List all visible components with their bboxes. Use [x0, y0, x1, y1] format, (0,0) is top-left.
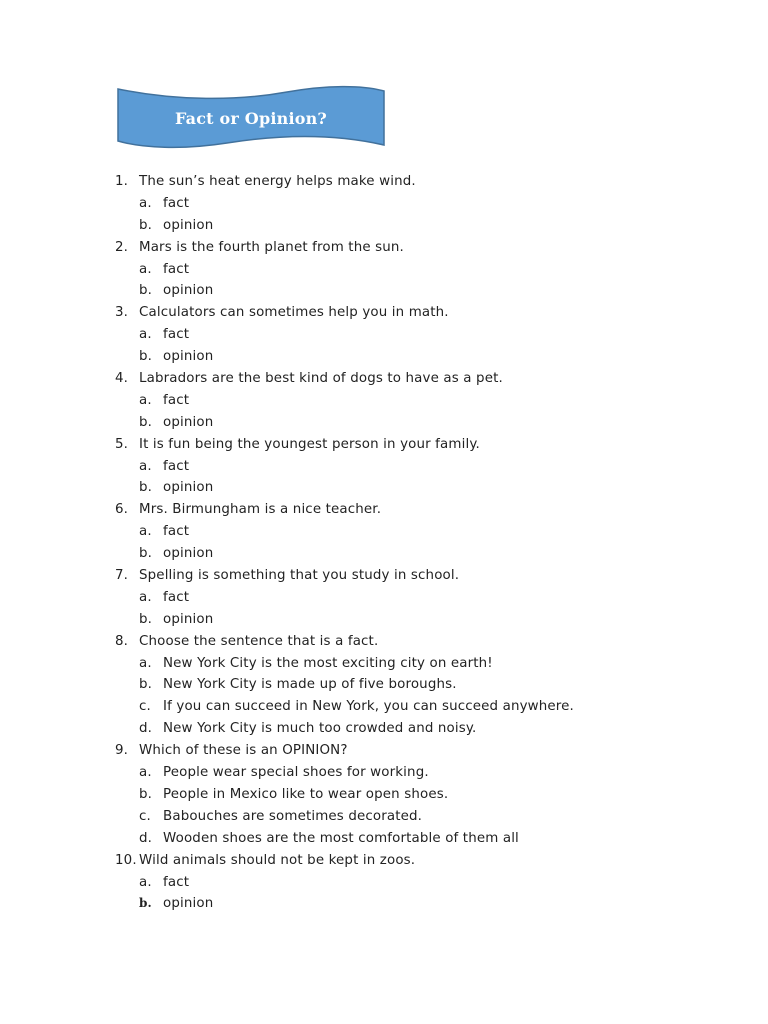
- question-text: Spelling is something that you study in school.: [139, 568, 460, 584]
- question-text: The sun’s heat energy helps make wind.: [139, 174, 416, 189]
- answer-option: [0, 718, 768, 740]
- option-letter: b.: [139, 217, 153, 233]
- question-number: 4.: [115, 371, 129, 387]
- answer-option: [0, 477, 768, 499]
- question-number: 7.: [115, 568, 129, 584]
- answer-option: [0, 872, 768, 894]
- option-text: opinion: [163, 480, 214, 496]
- option-letter: b.: [139, 546, 153, 562]
- option-letter: a.: [139, 458, 152, 474]
- answer-option: [0, 828, 768, 850]
- option-letter: d.: [139, 830, 153, 846]
- answer-option: [0, 696, 768, 718]
- page-title: Fact or Opinion?: [174, 108, 328, 128]
- option-text: opinion: [163, 349, 214, 365]
- option-letter: c.: [139, 808, 151, 824]
- question-number: 6.: [115, 502, 129, 518]
- option-letter: a.: [139, 589, 152, 605]
- answer-option: [0, 609, 768, 631]
- question-10: [0, 850, 768, 872]
- option-letter: d.: [139, 721, 153, 737]
- question-number: 8.: [115, 633, 129, 649]
- option-text: fact: [163, 261, 190, 277]
- option-text: opinion: [163, 611, 214, 627]
- option-text: People in Mexico like to wear open shoes.: [163, 786, 449, 802]
- answer-option: [0, 806, 768, 828]
- option-text: opinion: [163, 217, 214, 233]
- answer-option: [0, 346, 768, 368]
- answer-option: [0, 674, 768, 696]
- question-number: 1.: [115, 174, 129, 189]
- question-2: [0, 237, 768, 259]
- answer-option: [0, 259, 768, 281]
- question-number: 10.: [115, 852, 137, 868]
- answer-option: [0, 412, 768, 434]
- answer-option: [0, 215, 768, 237]
- question-1: [0, 171, 768, 193]
- option-letter: c.: [139, 699, 151, 715]
- option-letter: b.: [139, 349, 153, 365]
- option-letter: b.: [139, 786, 153, 802]
- question-3: [0, 302, 768, 324]
- question-8: [0, 631, 768, 653]
- answer-option: [0, 893, 768, 915]
- option-text: New York City is made up of five boroughs.: [163, 677, 457, 693]
- option-text: Babouches are sometimes decorated.: [163, 808, 423, 824]
- option-letter: a.: [139, 327, 152, 343]
- question-number: 5.: [115, 436, 129, 452]
- answer-option: [0, 280, 768, 302]
- title-banner: [117, 85, 385, 151]
- question-6: [0, 499, 768, 521]
- option-letter: b.: [139, 677, 153, 693]
- option-letter: a.: [139, 524, 152, 540]
- option-text: Wooden shoes are the most comfortable of them all: [163, 830, 519, 846]
- option-letter: a.: [139, 261, 152, 277]
- question-4: [0, 368, 768, 390]
- option-letter: b.: [139, 480, 153, 496]
- option-text: fact: [163, 524, 190, 540]
- option-text: opinion: [163, 283, 214, 299]
- option-text: fact: [163, 327, 190, 343]
- option-letter: b.: [139, 896, 152, 911]
- option-text: fact: [163, 392, 190, 408]
- question-text: Choose the sentence that is a fact.: [139, 633, 379, 649]
- option-text: New York City is the most exciting city on earth!: [163, 655, 493, 671]
- question-text: Calculators can sometimes help you in math.: [139, 305, 449, 321]
- question-text: Labradors are the best kind of dogs to have as a pet.: [139, 371, 503, 387]
- question-9: [0, 740, 768, 762]
- question-text: Mrs. Birmungham is a nice teacher.: [139, 502, 382, 518]
- answer-option: [0, 324, 768, 346]
- answer-option: [0, 762, 768, 784]
- option-letter: b.: [139, 283, 153, 299]
- question-7: [0, 565, 768, 587]
- option-text: opinion: [163, 546, 214, 562]
- question-text: Mars is the fourth planet from the sun.: [139, 239, 404, 255]
- option-text: fact: [163, 458, 190, 474]
- answer-option: [0, 543, 768, 565]
- question-text: It is fun being the youngest person in your family.: [139, 436, 480, 452]
- option-letter: a.: [139, 765, 152, 781]
- option-text: fact: [163, 195, 190, 211]
- question-text: Wild animals should not be kept in zoos.: [139, 852, 416, 868]
- answer-option: [0, 587, 768, 609]
- question-5: [0, 434, 768, 456]
- question-text: Which of these is an OPINION?: [139, 743, 348, 759]
- option-letter: a.: [139, 874, 152, 890]
- answer-option: [0, 784, 768, 806]
- answer-option: [0, 456, 768, 478]
- option-text: If you can succeed in New York, you can succeed anywhere.: [163, 699, 574, 715]
- answer-option: [0, 193, 768, 215]
- option-text: opinion: [163, 414, 214, 430]
- option-letter: a.: [139, 195, 152, 211]
- option-text: People wear special shoes for working.: [163, 765, 429, 781]
- option-text: fact: [163, 589, 190, 605]
- option-letter: a.: [139, 392, 152, 408]
- option-letter: b.: [139, 414, 153, 430]
- answer-option: [0, 653, 768, 675]
- option-text: New York City is much too crowded and noisy.: [163, 721, 477, 737]
- option-letter: a.: [139, 655, 152, 671]
- option-letter: b.: [139, 611, 153, 627]
- option-text: opinion: [163, 896, 214, 912]
- question-number: 9.: [115, 743, 129, 759]
- question-number: 2.: [115, 239, 129, 255]
- answer-option: [0, 390, 768, 412]
- option-text: fact: [163, 874, 190, 890]
- answer-option: [0, 521, 768, 543]
- question-number: 3.: [115, 305, 129, 321]
- question-list: [0, 171, 768, 915]
